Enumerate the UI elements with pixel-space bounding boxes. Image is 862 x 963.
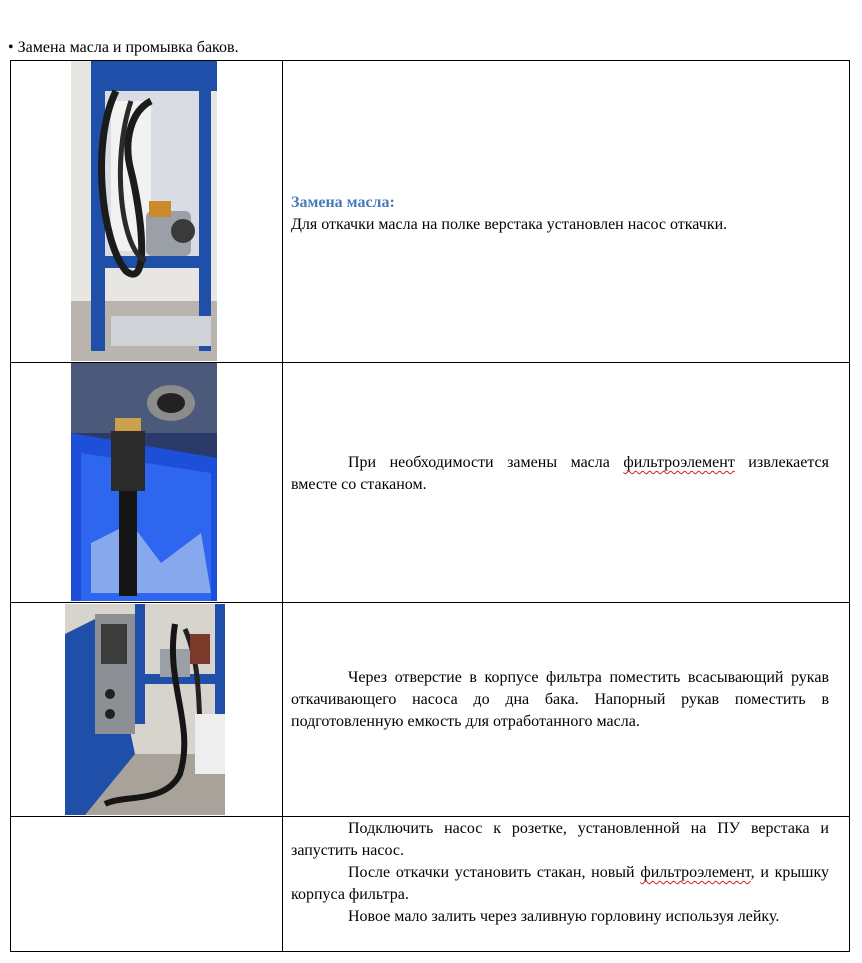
row4-text-end: , и крышку корпуса фильтра.: [291, 864, 829, 903]
row3-paragraph: Через отверстие в корпусе фильтра поместить всасывающий рукав откачивающего насоса до дна бака. Напорный рукав поместить в подготовленную емкость для отработанного масла.: [291, 669, 829, 730]
row4-paragraph-2: [291, 862, 829, 906]
table-column-divider: [282, 60, 283, 952]
row2-text-start: При необходимости замены масла: [348, 454, 624, 471]
row4-text: [291, 818, 829, 928]
row4-text-start: После откачки установить стакан, новый: [348, 864, 641, 881]
row2-text-end: извлекается вместе со стаканом.: [291, 454, 830, 493]
photo-filter-element: [71, 363, 217, 601]
photo-pump-on-shelf: [71, 61, 217, 361]
section-title: [8, 38, 239, 58]
photo-hoses-in-tank: [65, 604, 225, 815]
table-border-left: [10, 60, 11, 952]
row2-spellcheck-word: фильтроэлемент: [623, 454, 735, 471]
row4-paragraph-1: Подключить насос к розетке, установленной на ПУ верстака и запустить насос.: [291, 820, 829, 859]
table-row-divider: [10, 602, 850, 603]
row1-text: [291, 192, 829, 236]
row3-text: [291, 667, 829, 733]
table-border-right: [849, 60, 850, 952]
section-title-text: Замена масла и промывка баков.: [17, 39, 239, 56]
table-row-divider: [10, 816, 850, 817]
row4-spellcheck-word: фильтроэлемент: [640, 864, 751, 881]
table-border-bottom: [10, 951, 850, 952]
bullet-marker: •: [8, 39, 14, 56]
row1-heading: Замена масла:: [291, 194, 395, 211]
row2-text: [291, 452, 829, 496]
row2-paragraph: [291, 452, 829, 496]
row1-paragraph: Для откачки масла на полке верстака установлен насос откачки.: [291, 216, 728, 233]
row4-paragraph-3: Новое мало залить через заливную горловину используя лейку.: [348, 908, 780, 925]
